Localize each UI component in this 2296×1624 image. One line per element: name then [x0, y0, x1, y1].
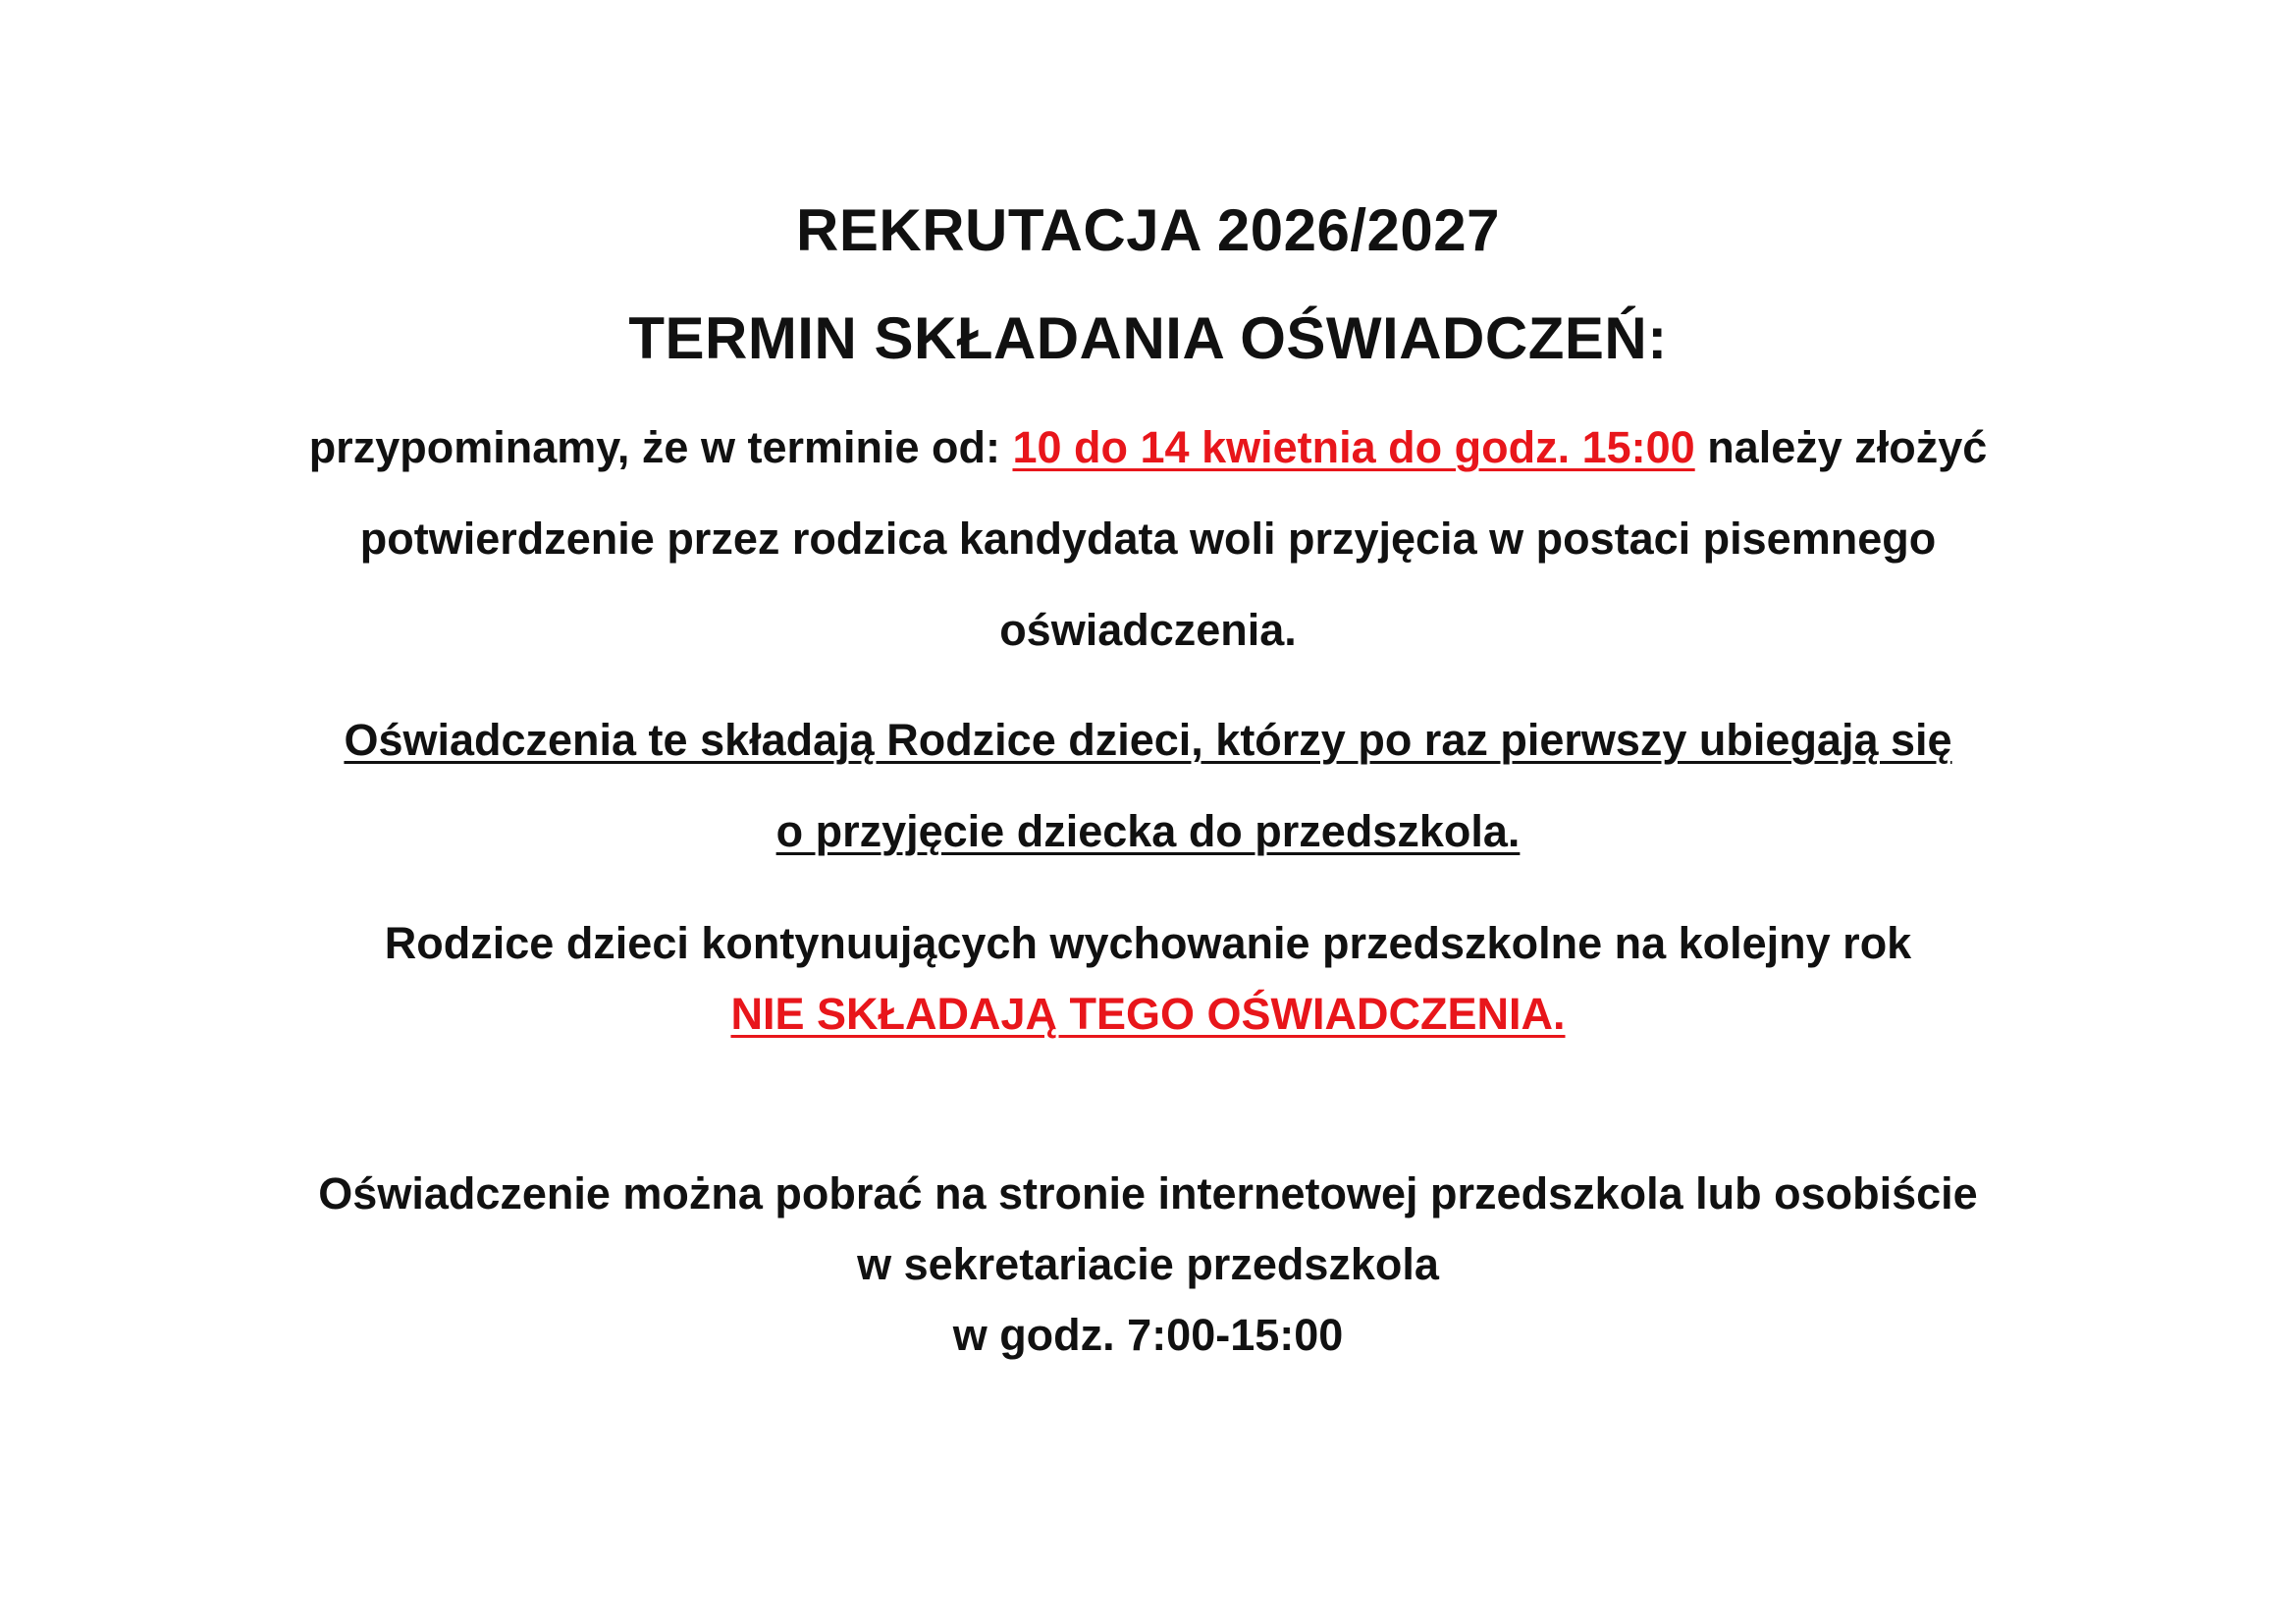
download-line-3: w godz. 7:00-15:00	[952, 1310, 1344, 1360]
reminder-prefix: przypominamy, że w terminie od:	[308, 422, 1013, 472]
document-title-deadline: TERMIN SKŁADANIA OŚWIADCZEŃ:	[628, 305, 1668, 371]
continuing-warning-highlight: NIE SKŁADAJĄ TEGO OŚWIADCZENIA.	[730, 989, 1566, 1039]
continuing-line-2	[0, 989, 2296, 1040]
reminder-line-2: potwierdzenie przez rodzica kandydata woli przyjęcia w postaci pisemnego	[359, 514, 1937, 564]
document-title-year: REKRUTACJA 2026/2027	[796, 197, 1500, 263]
download-line-1: Oświadczenie można pobrać na stronie internetowej przedszkola lub osobiście	[318, 1168, 1978, 1218]
who-submits-line-1	[0, 715, 2296, 766]
reminder-dates-highlight: 10 do 14 kwietnia do godz. 15:00	[1012, 422, 1695, 472]
reminder-line-3: oświadczenia.	[999, 605, 1297, 655]
who-submits-text-1: Oświadczenia te składają Rodzice dzieci, którzy po raz pierwszy ubiegają się	[344, 715, 1952, 765]
who-submits-line-2	[0, 806, 2296, 857]
who-submits-text-2: o przyjęcie dziecka do przedszkola.	[775, 806, 1521, 856]
download-line-2: w sekretariacie przedszkola	[857, 1239, 1439, 1289]
reminder-line-1	[0, 422, 2296, 473]
reminder-suffix: należy złożyć	[1694, 422, 1988, 472]
continuing-line-1: Rodzice dzieci kontynuujących wychowanie przedszkolne na kolejny rok	[384, 918, 1912, 968]
